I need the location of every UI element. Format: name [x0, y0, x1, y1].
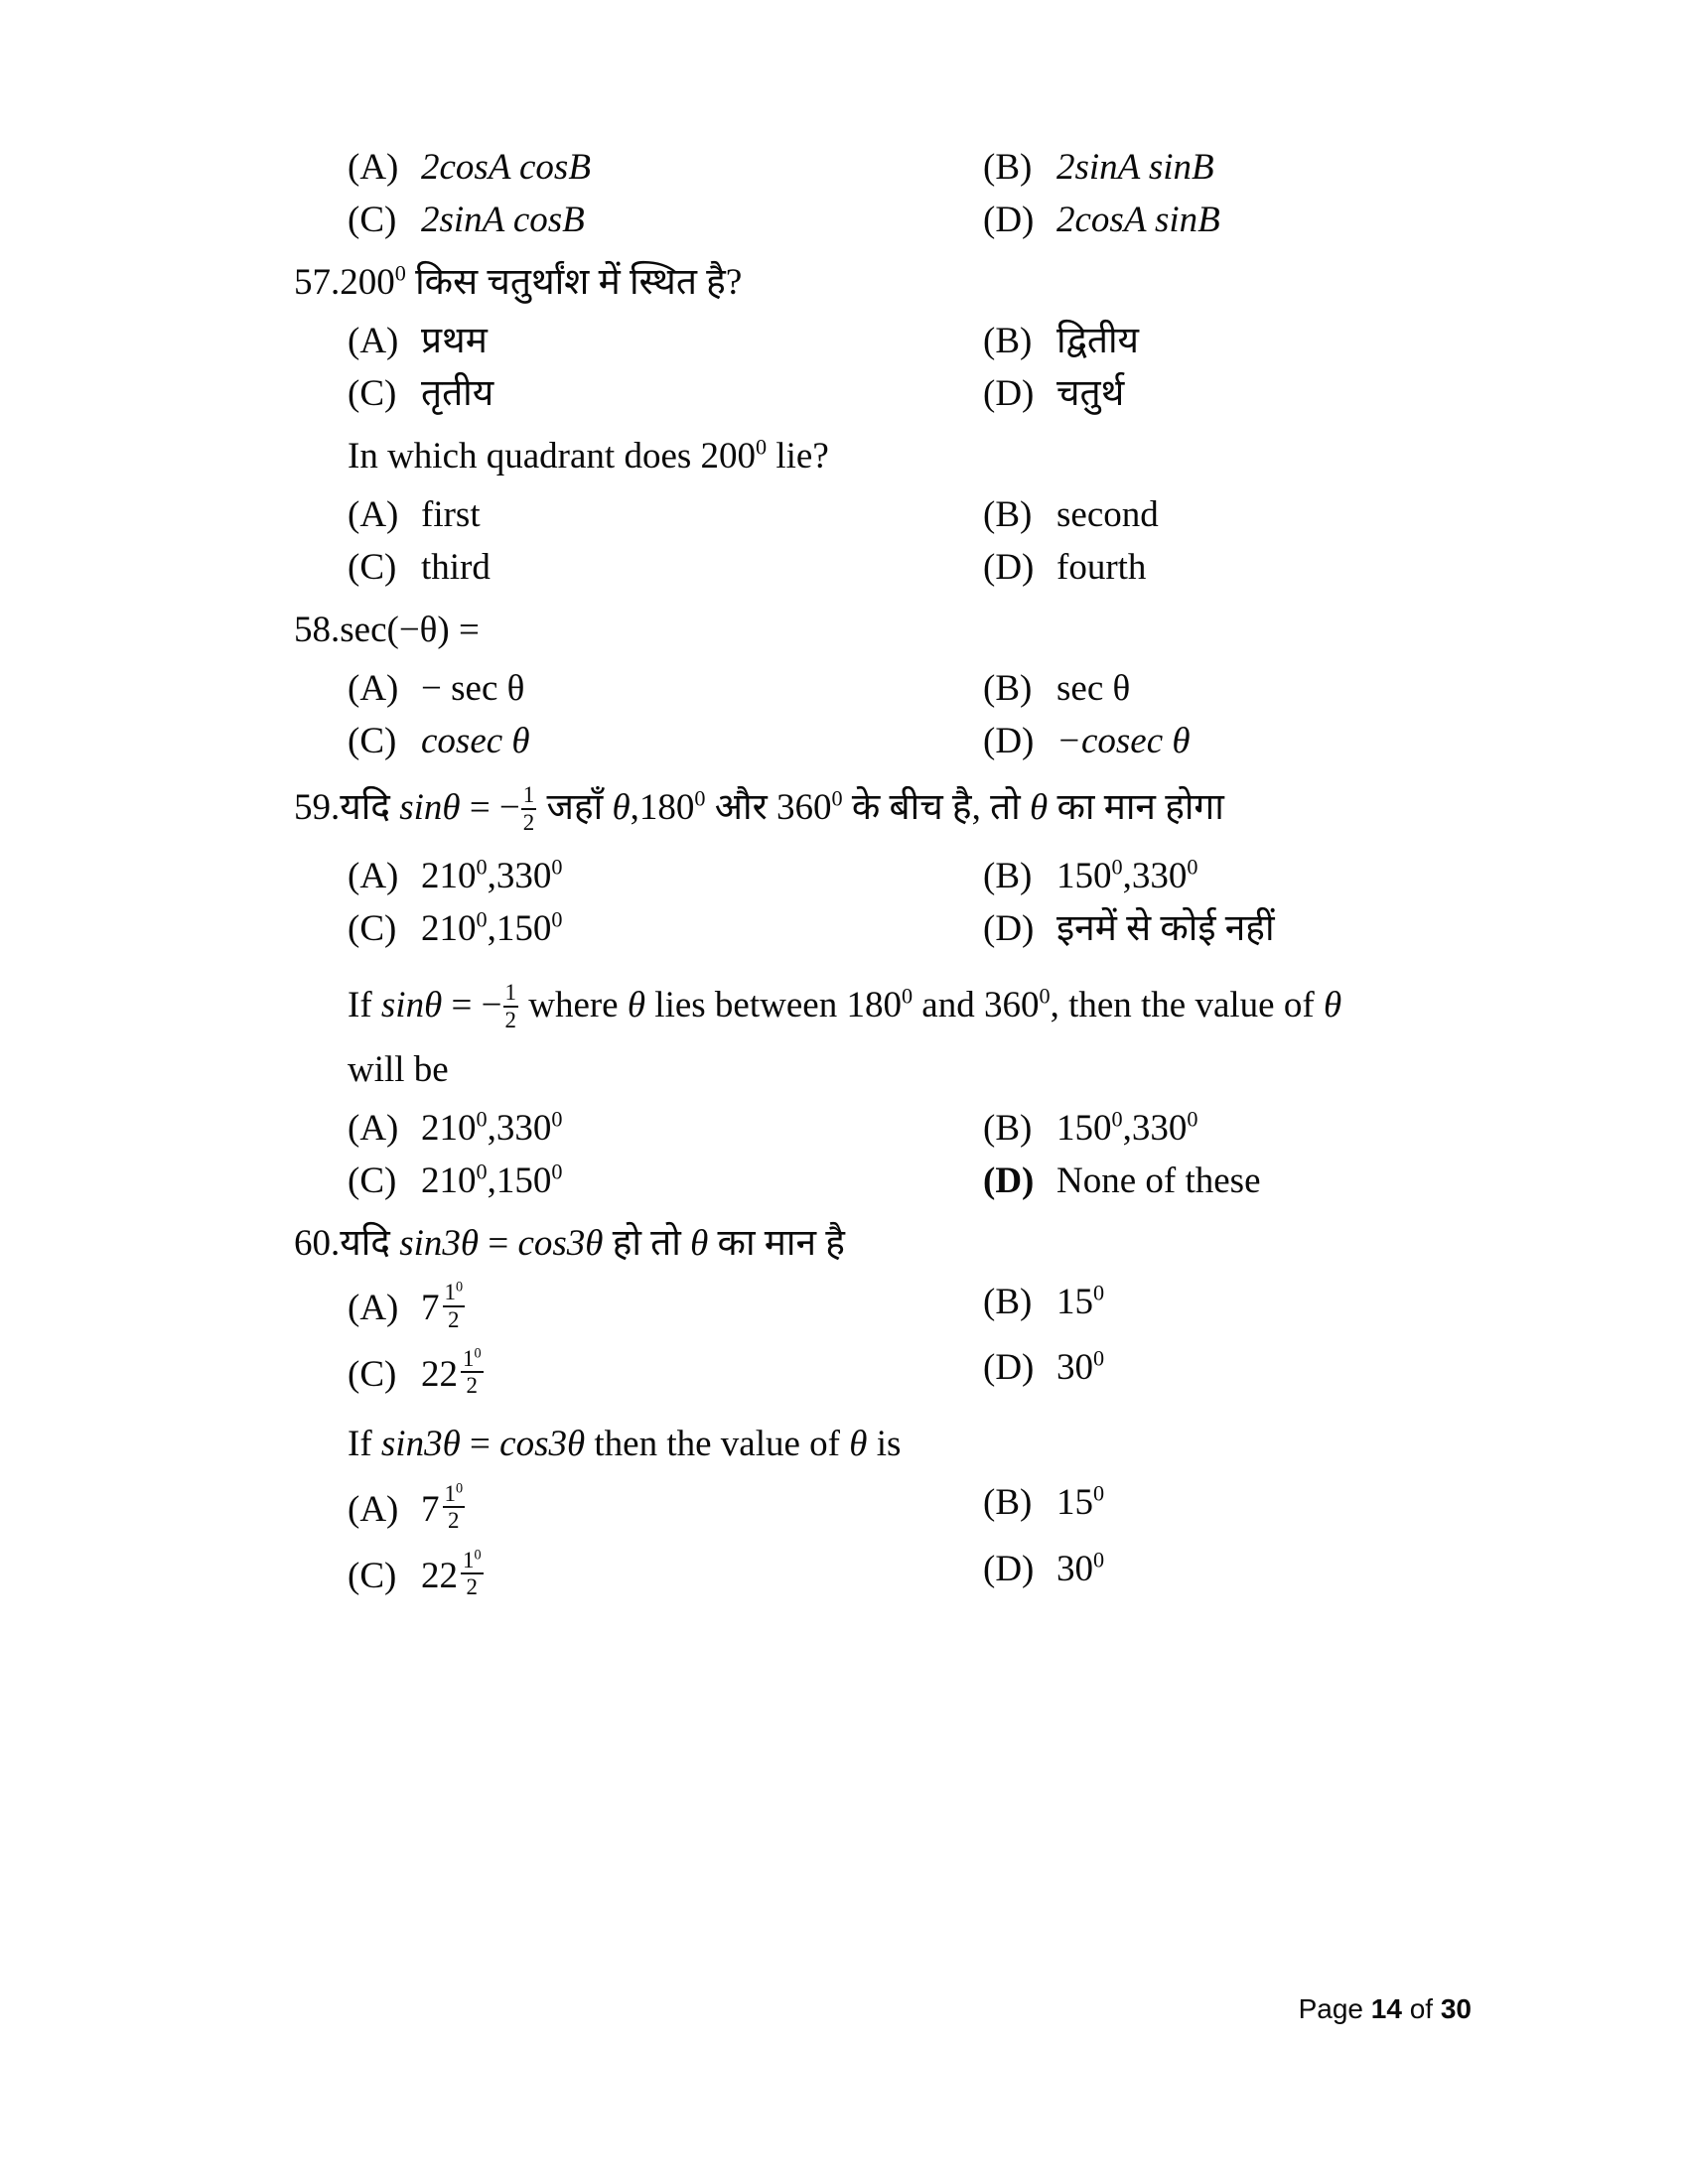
question-59-stem-hindi [294, 782, 1466, 836]
option-text: 2cosA sinB [1056, 200, 1220, 240]
option-row [294, 1279, 1466, 1334]
option-label: (B) [983, 1281, 1033, 1322]
option-b[interactable] [929, 670, 1466, 707]
question-58-stem [294, 612, 1466, 648]
option-c[interactable] [294, 549, 929, 586]
option-text: cosec θ [421, 721, 530, 761]
option-label: (D) [983, 1347, 1035, 1389]
option-text: $30^0$ [1056, 1547, 1105, 1589]
option-label: (D) [983, 721, 1035, 761]
option-text: first [421, 494, 481, 535]
option-label: (D) [983, 200, 1035, 240]
question-60-stem-hindi [294, 1222, 1466, 1264]
option-row [294, 1159, 1466, 1201]
question-text: $200^0$ किस चतुर्थांश में स्थित है? [340, 260, 743, 303]
footer-page-word: Page [1298, 1993, 1363, 2024]
option-row [294, 375, 1466, 412]
question-60-stem-english [294, 1424, 1466, 1465]
option-label: (A) [348, 494, 399, 535]
option-b[interactable] [929, 854, 1466, 896]
question-text: If sin3θ = cos3θ then the value of θ is [348, 1424, 902, 1465]
option-row [294, 723, 1466, 759]
option-text [421, 1345, 484, 1400]
fraction-one-half: $\frac{1}{2}$ [522, 782, 535, 835]
option-row [294, 1480, 1466, 1535]
option-label: (C) [348, 373, 397, 414]
option-text: second [1056, 494, 1159, 535]
question-text: In which quadrant does $200^0$ lie? [348, 434, 829, 477]
option-label: (D) [983, 373, 1035, 414]
option-row [294, 323, 1466, 359]
option-text: चतुर्थ [1056, 373, 1125, 414]
option-text: प्रथम [421, 321, 488, 361]
option-text: −cosec θ [1056, 721, 1191, 761]
option-label: (A) [348, 147, 399, 188]
option-text [421, 1279, 465, 1334]
question-59-stem-english-line2 [294, 1048, 1466, 1090]
fraction-one-half: $\frac{1}{2}$ [504, 980, 516, 1032]
option-c[interactable] [294, 202, 929, 238]
option-a[interactable] [294, 323, 929, 359]
option-c[interactable] [294, 1159, 929, 1201]
option-text: $210^0,330^0$ [421, 1106, 563, 1149]
footer-total-pages: 30 [1440, 1993, 1472, 2024]
option-row [294, 549, 1466, 586]
option-text: $150^0,330^0$ [1056, 1106, 1198, 1149]
option-text: None of these [1056, 1160, 1261, 1201]
option-label: (B) [983, 855, 1033, 896]
option-text: 2sinA sinB [1056, 147, 1214, 188]
option-a[interactable] [294, 149, 929, 186]
option-d[interactable] [929, 1346, 1466, 1400]
option-row [294, 149, 1466, 186]
option-label: (C) [348, 1555, 397, 1596]
option-text: 2sinA cosB [421, 200, 585, 240]
option-row [294, 496, 1466, 533]
option-label: (B) [983, 321, 1033, 361]
option-b[interactable] [929, 149, 1466, 186]
option-row [294, 906, 1466, 949]
option-label: (B) [983, 147, 1033, 188]
option-label: (C) [348, 1160, 397, 1201]
mixed-number: 22 $\frac{1^0}{2}$ [421, 1345, 482, 1399]
option-label: (A) [348, 855, 399, 896]
option-row [294, 202, 1466, 238]
option-b[interactable] [929, 1106, 1466, 1149]
question-number: 58. [294, 610, 341, 650]
option-row [294, 670, 1466, 707]
option-a[interactable] [294, 496, 929, 533]
option-text [421, 1480, 465, 1535]
option-text: sec θ [1056, 668, 1131, 709]
option-label: (B) [983, 1482, 1033, 1524]
question-text: will be [348, 1048, 449, 1090]
option-text: $15^0$ [1056, 1280, 1105, 1322]
option-c[interactable] [294, 1546, 929, 1601]
option-text: तृतीय [421, 373, 494, 414]
option-label: (C) [348, 721, 397, 761]
option-label: (D) [983, 907, 1035, 949]
question-57-stem-english [294, 434, 1466, 477]
question-number: 60. [294, 1222, 341, 1264]
option-a[interactable] [294, 1480, 929, 1535]
option-d[interactable] [929, 549, 1466, 586]
option-label: (A) [348, 1288, 399, 1329]
question-57-stem-hindi [294, 260, 1466, 303]
question-text: sec(−θ) = [340, 610, 480, 650]
option-text: $210^0,150^0$ [421, 1159, 563, 1201]
option-label: (C) [348, 547, 397, 588]
question-number: 57. [294, 262, 341, 303]
option-row [294, 1106, 1466, 1149]
mixed-number: 22 $\frac{1^0}{2}$ [421, 1546, 482, 1600]
option-d[interactable] [929, 723, 1466, 759]
option-a[interactable] [294, 1279, 929, 1334]
option-label: (D) [983, 547, 1035, 588]
page-footer [1299, 1993, 1472, 2025]
mixed-number: 7 $\frac{1^0}{2}$ [421, 1279, 464, 1332]
option-b[interactable] [929, 323, 1466, 359]
page-content [294, 149, 1466, 1601]
option-label: (B) [983, 668, 1033, 709]
footer-of-word: of [1409, 1993, 1434, 2024]
option-d[interactable] [929, 1162, 1466, 1199]
option-text: $150^0,330^0$ [1056, 854, 1198, 896]
option-label: (D) [983, 1548, 1035, 1589]
option-b[interactable] [929, 1480, 1466, 1535]
question-text: यदि sin3θ = cos3θ हो तो θ का मान है [340, 1222, 845, 1264]
option-label: (A) [348, 668, 399, 709]
option-label: (A) [348, 321, 399, 361]
question-number: 59. [294, 786, 341, 828]
option-label: (C) [348, 1354, 397, 1396]
option-label: (A) [348, 1489, 399, 1531]
option-text: $30^0$ [1056, 1346, 1105, 1389]
question-text: यदि sinθ = − $\frac{1}{2}$ जहाँ θ,180$^0$ और $360^0$ के बीच है, तो θ का मान होगा [340, 782, 1224, 835]
option-d[interactable] [929, 907, 1466, 949]
option-label: (A) [348, 1107, 399, 1149]
question-59-stem-english [294, 980, 1466, 1033]
option-text: $210^0,150^0$ [421, 906, 563, 949]
option-row [294, 854, 1466, 896]
option-text: $15^0$ [1056, 1480, 1105, 1524]
option-row [294, 1345, 1466, 1400]
option-text: third [421, 547, 491, 588]
option-label: (B) [983, 1107, 1033, 1149]
option-text: $210^0,330^0$ [421, 854, 563, 896]
option-row [294, 1546, 1466, 1601]
option-a[interactable] [294, 1106, 929, 1149]
option-d[interactable] [929, 375, 1466, 412]
mixed-number: 7 $\frac{1^0}{2}$ [421, 1480, 464, 1534]
option-text: fourth [1056, 547, 1147, 588]
option-d[interactable] [929, 1547, 1466, 1601]
footer-page-number: 14 [1370, 1993, 1402, 2024]
option-c[interactable] [294, 1345, 929, 1400]
option-a[interactable] [294, 854, 929, 896]
option-text: − sec θ [421, 668, 525, 709]
option-b[interactable] [929, 496, 1466, 533]
option-label: (C) [348, 907, 397, 949]
option-text [421, 1546, 484, 1601]
option-c[interactable] [294, 906, 929, 949]
option-label: (C) [348, 200, 397, 240]
option-label: (D) [983, 1160, 1035, 1201]
option-c[interactable] [294, 723, 929, 759]
option-a[interactable] [294, 670, 929, 707]
option-text: 2cosA cosB [421, 147, 591, 188]
option-c[interactable] [294, 375, 929, 412]
option-text: द्वितीय [1056, 321, 1139, 361]
question-text: If sinθ = − $\frac{1}{2}$ where θ lies between $180^0$ and $360^0$, then the value of θ [348, 980, 1342, 1032]
option-d[interactable] [929, 202, 1466, 238]
option-text: इनमें से कोई नहीं [1056, 907, 1275, 949]
option-b[interactable] [929, 1280, 1466, 1334]
option-label: (B) [983, 494, 1033, 535]
